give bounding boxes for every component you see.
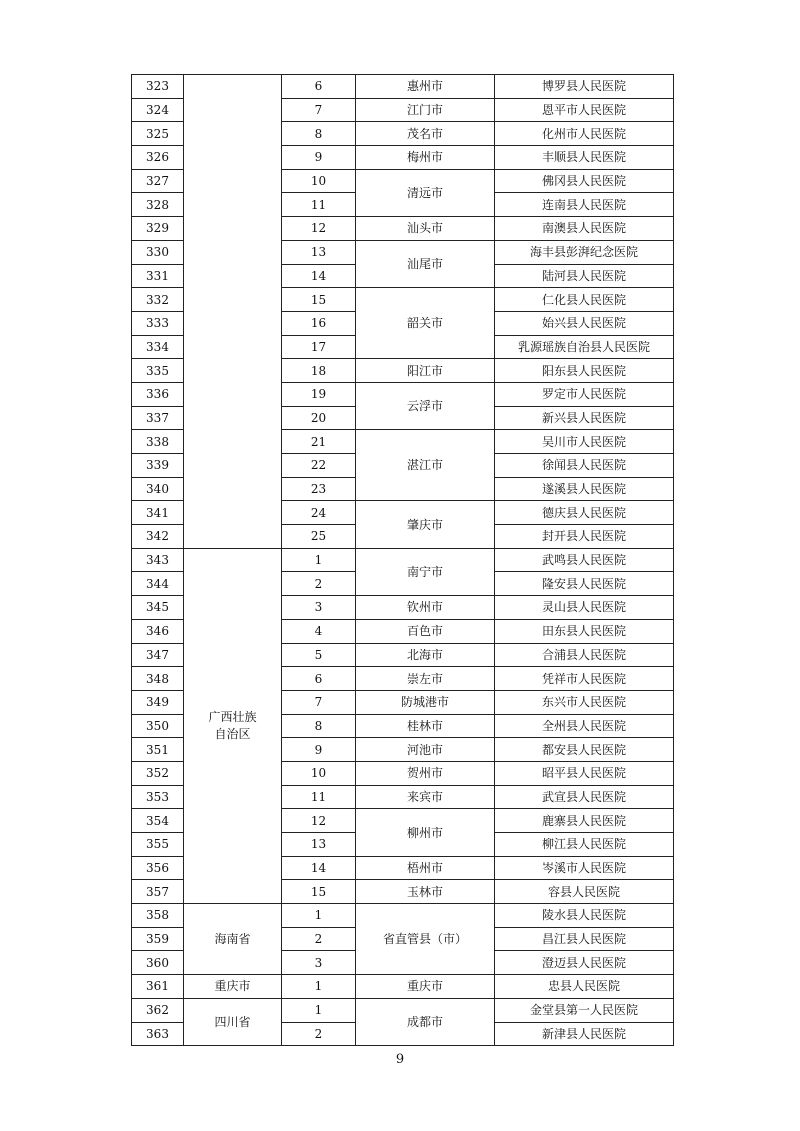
index-cell: 7 xyxy=(282,98,356,122)
serial-number-cell: 352 xyxy=(132,761,184,785)
index-cell: 13 xyxy=(282,833,356,857)
hospital-cell: 德庆县人民医院 xyxy=(495,501,674,525)
index-cell: 12 xyxy=(282,809,356,833)
province-cell: 海南省 xyxy=(184,904,282,975)
serial-number-cell: 324 xyxy=(132,98,184,122)
serial-number-cell: 363 xyxy=(132,1022,184,1046)
hospital-cell: 南澳县人民医院 xyxy=(495,217,674,241)
serial-number-cell: 331 xyxy=(132,264,184,288)
hospital-cell: 隆安县人民医院 xyxy=(495,572,674,596)
hospital-cell: 田东县人民医院 xyxy=(495,619,674,643)
serial-number-cell: 349 xyxy=(132,690,184,714)
city-cell: 成都市 xyxy=(356,998,495,1045)
index-cell: 1 xyxy=(282,904,356,928)
table-row xyxy=(132,975,674,999)
serial-number-cell: 345 xyxy=(132,596,184,620)
index-cell: 1 xyxy=(282,548,356,572)
serial-number-cell: 347 xyxy=(132,643,184,667)
table-body xyxy=(132,75,674,1046)
city-cell: 汕尾市 xyxy=(356,240,495,287)
index-cell: 25 xyxy=(282,525,356,549)
index-cell: 4 xyxy=(282,619,356,643)
hospital-cell: 化州市人民医院 xyxy=(495,122,674,146)
index-cell: 6 xyxy=(282,75,356,99)
serial-number-cell: 336 xyxy=(132,382,184,406)
province-line: 自治区 xyxy=(214,726,251,741)
city-cell: 省直管县（市） xyxy=(356,904,495,975)
page-number: 9 xyxy=(395,1052,405,1067)
hospital-cell: 凭祥市人民医院 xyxy=(495,667,674,691)
serial-number-cell: 358 xyxy=(132,904,184,928)
table-row xyxy=(132,75,674,99)
index-cell: 8 xyxy=(282,122,356,146)
city-cell: 重庆市 xyxy=(356,975,495,999)
index-cell: 15 xyxy=(282,880,356,904)
serial-number-cell: 330 xyxy=(132,240,184,264)
serial-number-cell: 342 xyxy=(132,525,184,549)
index-cell: 16 xyxy=(282,311,356,335)
city-cell: 湛江市 xyxy=(356,430,495,501)
province-cell xyxy=(184,548,282,903)
index-cell: 20 xyxy=(282,406,356,430)
index-cell: 11 xyxy=(282,785,356,809)
city-cell: 南宁市 xyxy=(356,548,495,595)
index-cell: 13 xyxy=(282,240,356,264)
serial-number-cell: 333 xyxy=(132,311,184,335)
index-cell: 15 xyxy=(282,288,356,312)
hospital-cell: 丰顺县人民医院 xyxy=(495,146,674,170)
serial-number-cell: 327 xyxy=(132,169,184,193)
province-cell: 重庆市 xyxy=(184,975,282,999)
serial-number-cell: 362 xyxy=(132,998,184,1022)
index-cell: 22 xyxy=(282,454,356,478)
index-cell: 5 xyxy=(282,643,356,667)
serial-number-cell: 357 xyxy=(132,880,184,904)
serial-number-cell: 360 xyxy=(132,951,184,975)
hospital-cell: 徐闻县人民医院 xyxy=(495,454,674,478)
hospital-cell: 武鸣县人民医院 xyxy=(495,548,674,572)
index-cell: 19 xyxy=(282,382,356,406)
serial-number-cell: 332 xyxy=(132,288,184,312)
index-cell: 1 xyxy=(282,975,356,999)
city-cell: 贺州市 xyxy=(356,761,495,785)
index-cell: 3 xyxy=(282,951,356,975)
province-line: 广西壮族 xyxy=(208,709,257,724)
serial-number-cell: 346 xyxy=(132,619,184,643)
city-cell: 茂名市 xyxy=(356,122,495,146)
index-cell: 3 xyxy=(282,596,356,620)
index-cell: 9 xyxy=(282,146,356,170)
serial-number-cell: 353 xyxy=(132,785,184,809)
index-cell: 8 xyxy=(282,714,356,738)
city-cell: 云浮市 xyxy=(356,382,495,429)
index-cell: 1 xyxy=(282,998,356,1022)
hospital-cell: 遂溪县人民医院 xyxy=(495,477,674,501)
serial-number-cell: 335 xyxy=(132,359,184,383)
serial-number-cell: 326 xyxy=(132,146,184,170)
hospital-cell: 都安县人民医院 xyxy=(495,738,674,762)
hospital-cell: 金堂县第一人民医院 xyxy=(495,998,674,1022)
hospital-cell: 武宣县人民医院 xyxy=(495,785,674,809)
hospital-cell: 吴川市人民医院 xyxy=(495,430,674,454)
serial-number-cell: 338 xyxy=(132,430,184,454)
city-cell: 河池市 xyxy=(356,738,495,762)
hospital-cell: 柳江县人民医院 xyxy=(495,833,674,857)
index-cell: 18 xyxy=(282,359,356,383)
city-cell: 梅州市 xyxy=(356,146,495,170)
city-cell: 惠州市 xyxy=(356,75,495,99)
table-row xyxy=(132,998,674,1022)
serial-number-cell: 328 xyxy=(132,193,184,217)
hospital-cell: 陆河县人民医院 xyxy=(495,264,674,288)
index-cell: 10 xyxy=(282,761,356,785)
city-cell: 江门市 xyxy=(356,98,495,122)
hospital-cell: 澄迈县人民医院 xyxy=(495,951,674,975)
hospital-cell: 阳东县人民医院 xyxy=(495,359,674,383)
serial-number-cell: 361 xyxy=(132,975,184,999)
hospital-cell: 始兴县人民医院 xyxy=(495,311,674,335)
index-cell: 14 xyxy=(282,856,356,880)
hospital-cell: 全州县人民医院 xyxy=(495,714,674,738)
serial-number-cell: 348 xyxy=(132,667,184,691)
hospital-cell: 昭平县人民医院 xyxy=(495,761,674,785)
hospital-cell: 昌江县人民医院 xyxy=(495,927,674,951)
index-cell: 11 xyxy=(282,193,356,217)
hospital-cell: 东兴市人民医院 xyxy=(495,690,674,714)
city-cell: 北海市 xyxy=(356,643,495,667)
city-cell: 肇庆市 xyxy=(356,501,495,548)
serial-number-cell: 343 xyxy=(132,548,184,572)
serial-number-cell: 356 xyxy=(132,856,184,880)
hospital-cell: 佛冈县人民医院 xyxy=(495,169,674,193)
table-row xyxy=(132,548,674,572)
hospital-cell: 连南县人民医院 xyxy=(495,193,674,217)
city-cell: 钦州市 xyxy=(356,596,495,620)
hospital-cell: 陵水县人民医院 xyxy=(495,904,674,928)
hospital-cell: 乳源瑶族自治县人民医院 xyxy=(495,335,674,359)
serial-number-cell: 323 xyxy=(132,75,184,99)
index-cell: 21 xyxy=(282,430,356,454)
table-row xyxy=(132,904,674,928)
city-cell: 来宾市 xyxy=(356,785,495,809)
city-cell: 柳州市 xyxy=(356,809,495,856)
index-cell: 17 xyxy=(282,335,356,359)
index-cell: 14 xyxy=(282,264,356,288)
city-cell: 防城港市 xyxy=(356,690,495,714)
hospital-cell: 罗定市人民医院 xyxy=(495,382,674,406)
serial-number-cell: 337 xyxy=(132,406,184,430)
city-cell: 汕头市 xyxy=(356,217,495,241)
hospital-cell: 容县人民医院 xyxy=(495,880,674,904)
city-cell: 韶关市 xyxy=(356,288,495,359)
serial-number-cell: 341 xyxy=(132,501,184,525)
hospital-cell: 岑溪市人民医院 xyxy=(495,856,674,880)
hospital-cell: 合浦县人民医院 xyxy=(495,643,674,667)
serial-number-cell: 340 xyxy=(132,477,184,501)
city-cell: 百色市 xyxy=(356,619,495,643)
serial-number-cell: 344 xyxy=(132,572,184,596)
serial-number-cell: 351 xyxy=(132,738,184,762)
province-cell xyxy=(184,75,282,549)
city-cell: 阳江市 xyxy=(356,359,495,383)
serial-number-cell: 350 xyxy=(132,714,184,738)
hospital-cell: 海丰县彭湃纪念医院 xyxy=(495,240,674,264)
index-cell: 10 xyxy=(282,169,356,193)
hospital-table xyxy=(131,74,674,1046)
index-cell: 2 xyxy=(282,1022,356,1046)
hospital-cell: 仁化县人民医院 xyxy=(495,288,674,312)
city-cell: 清远市 xyxy=(356,169,495,216)
hospital-cell: 灵山县人民医院 xyxy=(495,596,674,620)
hospital-cell: 博罗县人民医院 xyxy=(495,75,674,99)
serial-number-cell: 329 xyxy=(132,217,184,241)
index-cell: 9 xyxy=(282,738,356,762)
serial-number-cell: 355 xyxy=(132,833,184,857)
hospital-cell: 新津县人民医院 xyxy=(495,1022,674,1046)
index-cell: 2 xyxy=(282,572,356,596)
city-cell: 玉林市 xyxy=(356,880,495,904)
hospital-cell: 恩平市人民医院 xyxy=(495,98,674,122)
serial-number-cell: 325 xyxy=(132,122,184,146)
serial-number-cell: 354 xyxy=(132,809,184,833)
city-cell: 梧州市 xyxy=(356,856,495,880)
serial-number-cell: 339 xyxy=(132,454,184,478)
city-cell: 桂林市 xyxy=(356,714,495,738)
city-cell: 崇左市 xyxy=(356,667,495,691)
index-cell: 24 xyxy=(282,501,356,525)
province-cell: 四川省 xyxy=(184,998,282,1045)
hospital-cell: 鹿寨县人民医院 xyxy=(495,809,674,833)
hospital-cell: 新兴县人民医院 xyxy=(495,406,674,430)
hospital-cell: 忠县人民医院 xyxy=(495,975,674,999)
index-cell: 7 xyxy=(282,690,356,714)
index-cell: 2 xyxy=(282,927,356,951)
index-cell: 12 xyxy=(282,217,356,241)
serial-number-cell: 334 xyxy=(132,335,184,359)
index-cell: 6 xyxy=(282,667,356,691)
hospital-cell: 封开县人民医院 xyxy=(495,525,674,549)
index-cell: 23 xyxy=(282,477,356,501)
serial-number-cell: 359 xyxy=(132,927,184,951)
